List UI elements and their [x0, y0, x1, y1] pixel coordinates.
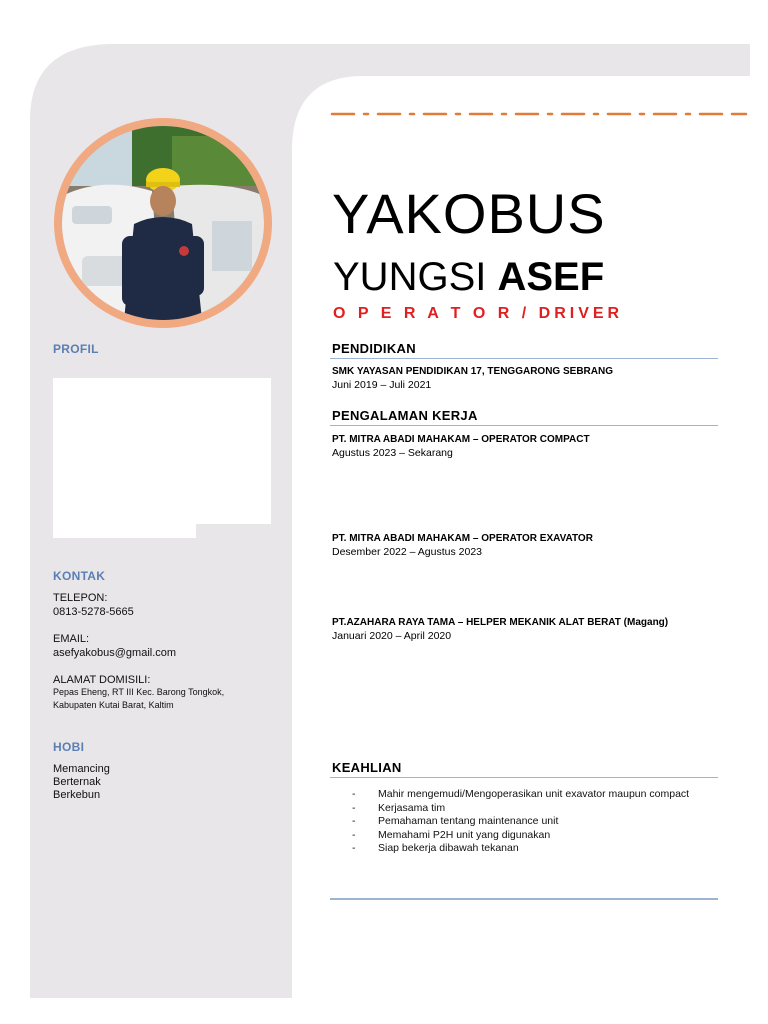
skills-list: [352, 788, 722, 856]
skill-item: [352, 802, 722, 816]
education-item-title: SMK YAYASAN PENDIDIKAN 17, TENGGARONG SEBRANG: [332, 366, 613, 377]
contact-heading: KONTAK: [53, 569, 106, 583]
education-rule: [330, 358, 718, 359]
email-value: asefyakobus@gmail.com: [53, 647, 177, 659]
full-name-line: [333, 254, 604, 300]
skill-text: Siap bekerja dibawah tekanan: [378, 842, 519, 854]
hobby-item: Memancing: [53, 763, 110, 775]
experience-heading: PENGALAMAN KERJA: [332, 408, 478, 423]
skill-text: Mahir mengemudi/Mengoperasikan unit exavator maupun compact: [378, 788, 690, 800]
skill-item: [352, 788, 722, 802]
experience-item-date: Agustus 2023 – Sekarang: [332, 447, 453, 459]
first-name: YAKOBUS: [332, 182, 606, 245]
bullet-dash: -: [352, 828, 356, 841]
last-name: ASEF: [497, 255, 605, 299]
job-role: O P E R A T O R / DRIVER: [333, 305, 624, 322]
skill-item: [352, 815, 722, 829]
decorative-dash-line: [330, 111, 748, 117]
address-line-1: Pepas Eheng, RT III Kec. Barong Tongkok,: [53, 687, 225, 697]
address-label: ALAMAT DOMISILI:: [53, 674, 151, 686]
bullet-dash: -: [352, 801, 356, 814]
experience-rule: [330, 425, 718, 426]
phone-value: 0813-5278-5665: [53, 606, 134, 618]
bullet-dash: -: [352, 842, 356, 854]
middle-name: YUNGSI: [333, 255, 487, 299]
skills-rule: [330, 777, 718, 778]
skill-item: [352, 842, 722, 856]
education-heading: PENDIDIKAN: [332, 341, 416, 356]
profile-photo: [62, 126, 264, 320]
bullet-dash: -: [352, 815, 356, 827]
hobby-item: Berkebun: [53, 789, 101, 801]
experience-item-title: PT.AZAHARA RAYA TAMA – HELPER MEKANIK ALAT BERAT (Magang): [332, 617, 669, 628]
experience-item-date: Desember 2022 – Agustus 2023: [332, 546, 483, 558]
education-item-date: Juni 2019 – Juli 2021: [332, 379, 432, 391]
bullet-dash: -: [352, 788, 356, 800]
experience-item-date: Januari 2020 – April 2020: [332, 630, 452, 642]
hobby-heading: HOBI: [53, 740, 85, 754]
profile-text-box: [53, 378, 271, 538]
email-label: EMAIL:: [53, 633, 90, 645]
hobby-item: Berternak: [53, 776, 101, 788]
skill-text: Memahami P2H unit yang digunakan: [378, 828, 551, 841]
profile-box-notch: [196, 524, 276, 544]
skill-text: Kerjasama tim: [378, 801, 446, 814]
experience-item-title: PT. MITRA ABADI MAHAKAM – OPERATOR COMPACT: [332, 434, 590, 445]
profile-heading: PROFIL: [53, 342, 99, 356]
skill-text: Pemahaman tentang maintenance unit: [378, 815, 559, 827]
skills-heading: KEAHLIAN: [332, 760, 402, 775]
address-line-2: Kabupaten Kutai Barat, Kaltim: [53, 700, 174, 710]
skill-item: [352, 829, 722, 843]
bottom-rule: [330, 898, 718, 900]
phone-label: TELEPON:: [53, 592, 108, 604]
experience-item-title: PT. MITRA ABADI MAHAKAM – OPERATOR EXAVATOR: [332, 533, 593, 544]
